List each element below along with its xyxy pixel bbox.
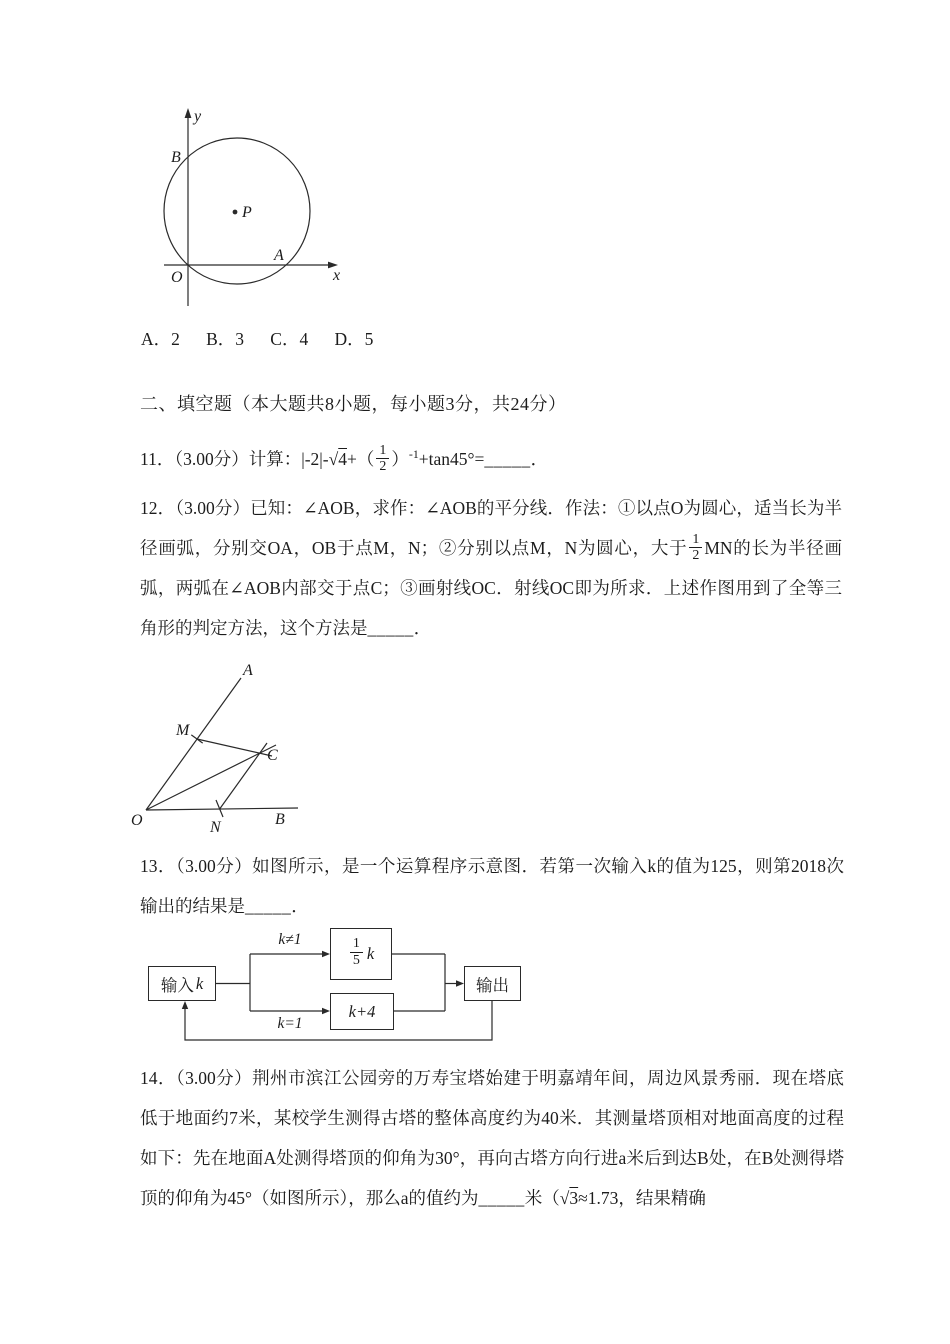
question-11 xyxy=(140,434,844,479)
q11-mid-text: +（ xyxy=(347,448,375,469)
q14-text-part2: 米（ xyxy=(524,1188,560,1208)
sqrt-4-expression xyxy=(329,449,347,469)
tick-at-m xyxy=(191,735,202,743)
flow-k-plus-4-box xyxy=(330,993,394,1030)
circle-coordinate-figure xyxy=(128,100,358,325)
question10-choices: A．2 B．3 C．4 D．5 xyxy=(141,329,374,349)
fraction-numerator: 1 xyxy=(689,532,702,549)
q11-period: ． xyxy=(530,448,549,469)
y-axis-arrow xyxy=(185,108,192,118)
label-point-o: O xyxy=(131,812,143,829)
q12-period: ． xyxy=(413,618,432,638)
q11-lead-text: 11．（3.00分）计算：|-2|- xyxy=(140,448,329,469)
label-point-p: P xyxy=(242,204,252,221)
ray-oa xyxy=(146,678,241,810)
flow-output-box xyxy=(464,966,521,1001)
section2-header: 二、填空题（本大题共8小题，每小题3分，共24分） xyxy=(140,394,567,414)
fraction-denominator: 2 xyxy=(692,548,700,564)
label-point-n: N xyxy=(210,819,221,836)
question-13 xyxy=(140,846,844,926)
input-label: 输入 xyxy=(160,975,194,995)
q12-text-before-fraction: 12．（3.00分）已知：∠AOB，求作：∠AOB的平分线．作法：①以点O为圆心，适当长为半径画弧，分别交OA，OB于点M，N；②分别以点M，N为圆心，大于 xyxy=(140,498,842,558)
arrowhead xyxy=(322,1008,330,1014)
label-point-a: A xyxy=(274,247,284,264)
q11-close-paren: ） xyxy=(391,448,409,469)
label-origin-o: O xyxy=(171,269,183,286)
ray-ob xyxy=(146,808,298,810)
q12-answer-blank: _____ xyxy=(367,618,414,638)
fraction-one-fifth xyxy=(350,936,363,968)
q13-text: 13．（3.00分）如图所示，是一个运算程序示意图．若第一次输入k的值为125，则第2018次输出的结果是 xyxy=(140,856,844,916)
sqrt-3-expression xyxy=(560,1188,578,1208)
fraction-numerator: 1 xyxy=(350,936,363,953)
fraction-one-half xyxy=(376,443,389,475)
program-flowchart xyxy=(140,920,540,1050)
radical-sign: √ xyxy=(328,448,339,469)
radicand: 4 xyxy=(338,448,347,469)
k-plus-4-expression: k+4 xyxy=(348,1001,376,1021)
label-x-axis: x xyxy=(333,267,341,284)
ray-oc xyxy=(146,745,276,810)
arc-through-m xyxy=(197,739,272,756)
label-point-m: M xyxy=(176,722,190,739)
output-label: 输出 xyxy=(476,975,509,995)
arrowhead xyxy=(456,980,464,986)
label-point-a: A xyxy=(243,662,253,679)
fraction-denominator: 2 xyxy=(379,459,387,475)
label-y-axis: y xyxy=(194,108,202,125)
q11-answer-blank: _____ xyxy=(484,448,531,469)
input-variable: k xyxy=(195,973,204,993)
q11-tan-text: +tan45°= xyxy=(418,448,485,469)
arrowhead xyxy=(322,951,330,957)
branch-label-k-not-equal-1: k≠1 xyxy=(278,931,302,948)
fraction-numerator: 1 xyxy=(376,443,389,460)
variable-k: k xyxy=(366,944,375,963)
question-14 xyxy=(140,1058,844,1218)
exponent-negative-one: -1 xyxy=(408,447,419,461)
label-point-b: B xyxy=(275,811,285,828)
radical-sign: √ xyxy=(559,1188,570,1208)
q13-answer-blank: _____ xyxy=(245,896,292,916)
angle-bisector-construction-figure xyxy=(126,660,326,838)
point-p-dot xyxy=(233,210,238,215)
branch-label-k-equals-1: k=1 xyxy=(277,1015,303,1032)
label-point-c: C xyxy=(267,747,278,764)
q13-period: ． xyxy=(291,896,309,916)
flow-input-box xyxy=(148,966,216,1001)
flow-one-fifth-k-box xyxy=(330,928,392,980)
label-point-b: B xyxy=(171,149,181,166)
q12-text-after-fraction: MN的长为半径画弧，两弧在∠AOB内部交于点C；③画射线OC．射线OC即为所求．上述作图用到了全等三角形的判定方法，这个方法是 xyxy=(140,538,842,638)
arc-through-n xyxy=(220,743,267,809)
radicand: 3 xyxy=(569,1188,579,1208)
q14-text-part3: ≈1.73，结果精确 xyxy=(578,1188,706,1208)
q14-answer-blank: _____ xyxy=(478,1188,525,1208)
q14-text-part1: 14．（3.00分）荆州市滨江公园旁的万寿宝塔始建于明嘉靖年间，周边风景秀丽．现在塔底低于地面约7米，某校学生测得古塔的整体高度约为40米．其测量塔顶相对地面高度的过程如下：先在地面A处测得塔顶的仰角为30°，再向古塔方向行进a米后到达B处，在B处测得塔顶的仰角为45°（如图所示），那么a的值约为 xyxy=(140,1068,844,1208)
question-12 xyxy=(140,488,842,648)
arrowhead-up xyxy=(182,1001,188,1009)
fraction-denominator: 5 xyxy=(352,952,360,968)
fraction-one-half xyxy=(689,532,702,564)
